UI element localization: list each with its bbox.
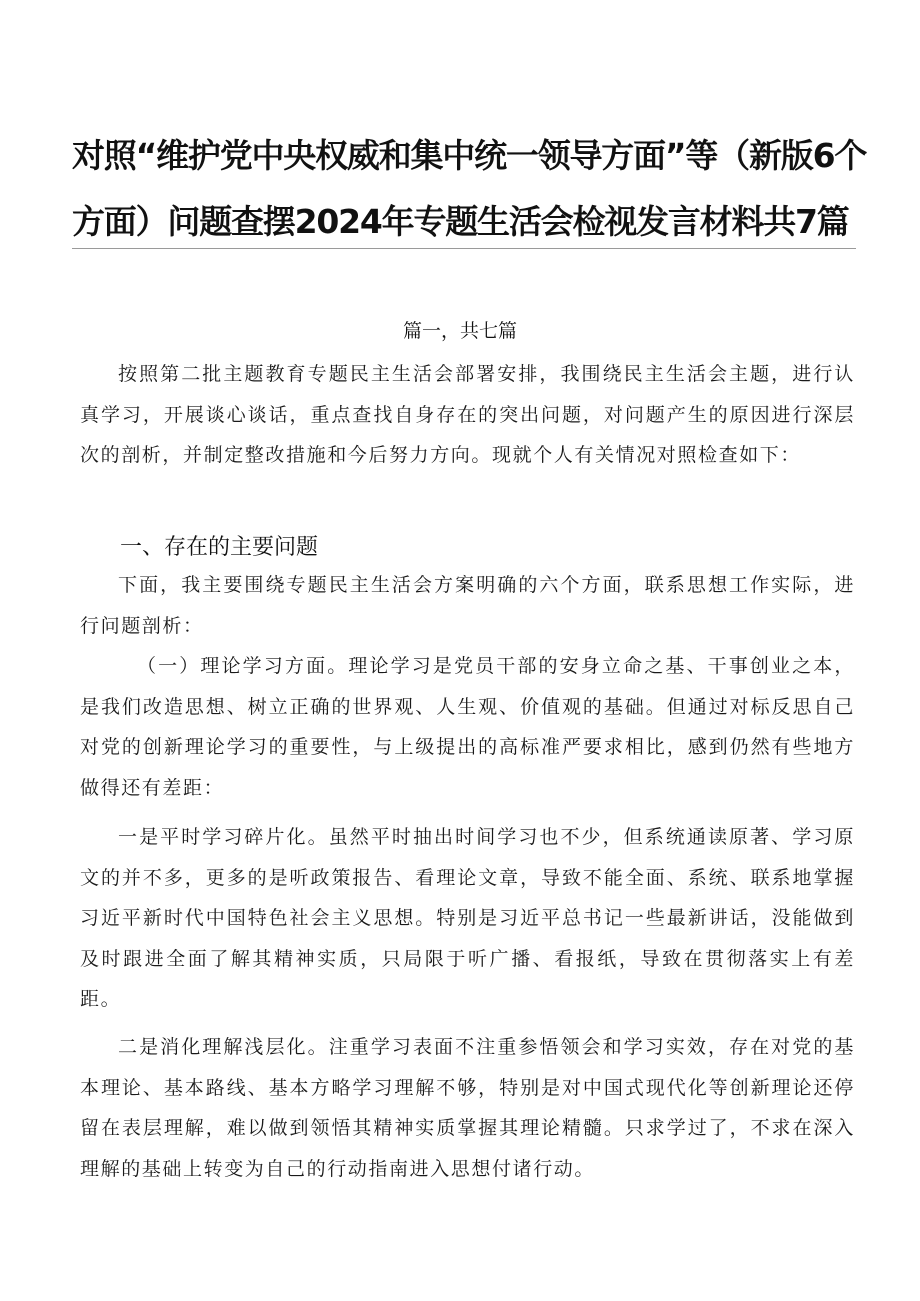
shallow-understanding-paragraph: 二是消化理解浅层化。注重学习表面不注重参悟领会和学习实效，存在对党的基本理论、基本路线、基本方略学习理解不够，特别是对中国式现代化等创新理论还停留在表层理解，难以做到领悟其精神实质掌握其理论精髓。只求学过了，不求在深入理解的基础上转变为自己的行动指南进入思想付诸行动。 <box>80 1036 855 1180</box>
title-underline <box>72 248 856 249</box>
intro-paragraph: 按照第二批主题教育专题民主生活会部署安排，我围绕民主生活会主题，进行认真学习，开展谈心谈话，重点查找自身存在的突出问题，对问题产生的原因进行深层次的剖析，并制定整改措施和今后努力方向。现就个人有关情况对照检查如下： <box>80 363 855 466</box>
document-title-line-2: 方面）问题查摆2024年专题生活会检视发言材料共7篇 <box>72 202 849 241</box>
heading-main-problems: 一、存在的主要问题 <box>120 535 319 560</box>
fragmented-study-paragraph: 一是平时学习碎片化。虽然平时抽出时间学习也不少，但系统通读原著、学习原文的并不多，更多的是听政策报告、看理论文章，导致不能全面、系统、联系地掌握习近平新时代中国特色社会主义思想。特别是习近平总书记一些最新讲话，没能做到及时跟进全面了解其精神实质，只局限于听广播、看报纸，导致在贯彻落实上有差距。 <box>80 826 855 1010</box>
document-title-line-1: 对照“维护党中央权威和集中统一领导方面”等（新版6个 <box>72 136 867 175</box>
section-heading: 篇一，共七篇 <box>402 320 517 342</box>
theory-study-paragraph: （一）理论学习方面。理论学习是党员干部的安身立命之基、干事创业之本，是我们改造思想、树立正确的世界观、人生观、价值观的基础。但通过对标反思自己对党的创新理论学习的重要性，与上级提出的高标准严要求相比，感到仍然有些地方做得还有差距： <box>80 655 855 799</box>
lead-paragraph: 下面，我主要围绕专题民主生活会方案明确的六个方面，联系思想工作实际，进行问题剖析： <box>80 574 855 637</box>
